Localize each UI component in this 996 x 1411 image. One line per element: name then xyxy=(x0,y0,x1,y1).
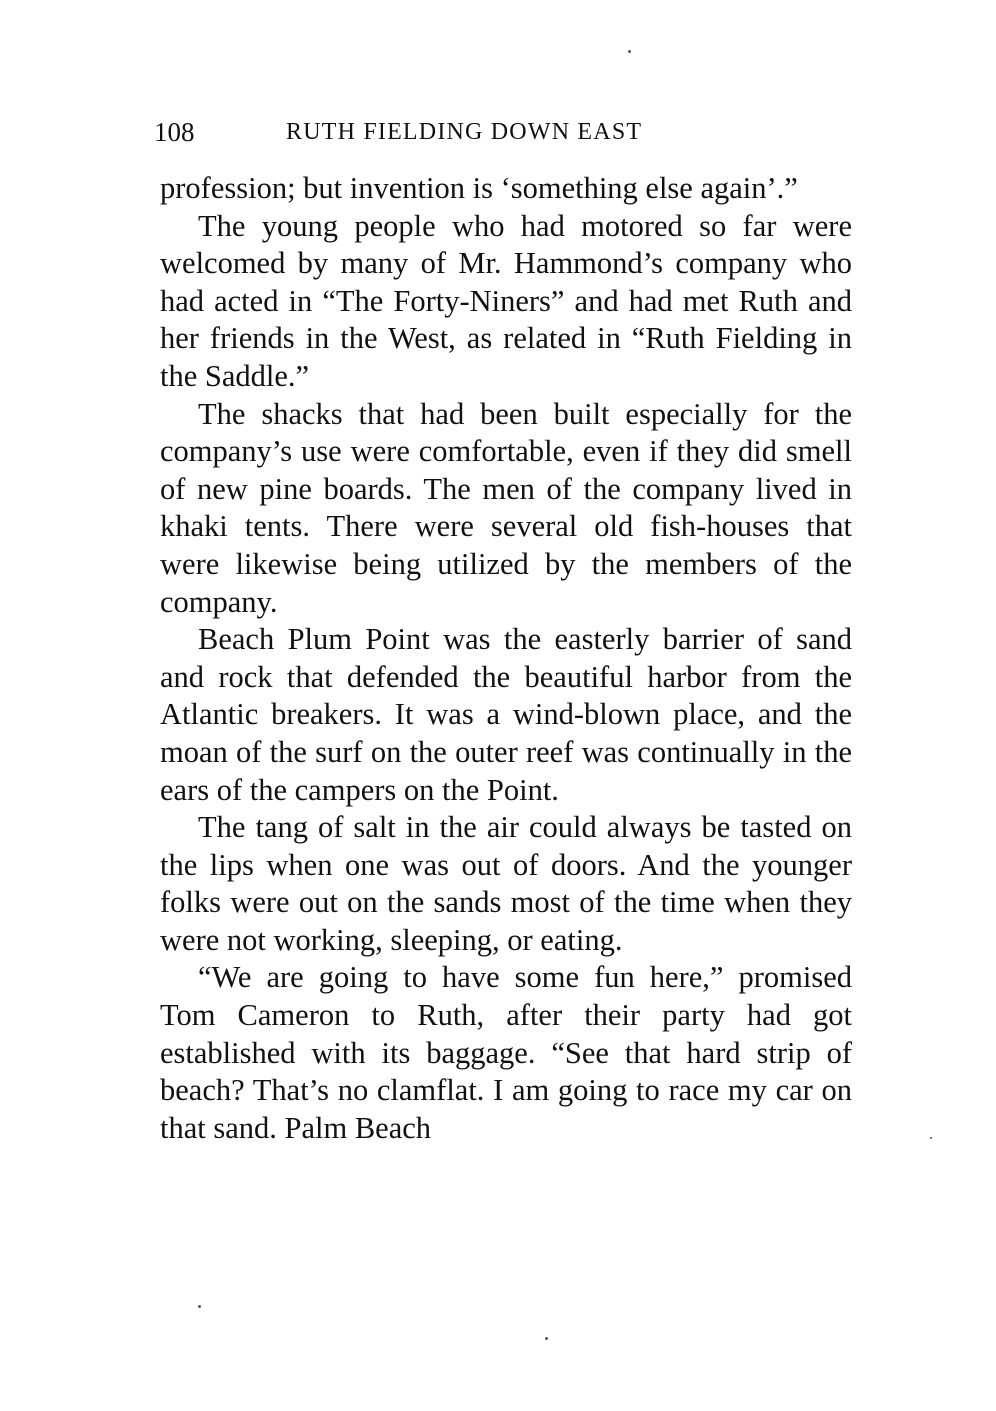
paragraph: The young people who had motored so far were welcomed by many of Mr. Hammond’s company who had acted in “The Forty-Niners” and had met Ruth and her friends in the West, as related in “Ruth Fielding in the Saddle.” xyxy=(160,208,852,393)
paragraph: The tang of salt in the air could always be tasted on the lips when one was out of doors. And the younger folks were out on the sands most of the time when they were not working, sleeping, or eating. xyxy=(160,810,852,957)
paragraph-continuation: profession; but invention is ‘something else again’.” xyxy=(160,171,798,205)
scan-speck xyxy=(628,50,631,53)
scan-speck xyxy=(930,1137,932,1139)
paragraph: Beach Plum Point was the easterly barrier of sand and rock that defended the beautiful harbor from the Atlantic breakers. It was a wind-blown place, and the moan of the surf on the outer reef was continually in the ears of the campers on the Point. xyxy=(160,622,852,807)
page-number: 108 xyxy=(154,117,195,147)
scan-speck xyxy=(545,1337,548,1340)
running-head xyxy=(154,116,852,148)
scan-speck xyxy=(198,1305,201,1308)
body-text xyxy=(160,170,852,1147)
paragraph: The shacks that had been built especially for the company’s use were comfortable, even if they did smell of new pine boards. The men of the company lived in khaki tents. There were several old fish-houses that were likewise being utilized by the members of the company. xyxy=(160,396,852,619)
running-title: RUTH FIELDING DOWN EAST xyxy=(286,119,643,145)
paragraph: “We are going to have some fun here,” promised Tom Cameron to Ruth, after their party had got established with its baggage. “See that hard strip of beach? That’s no clamflat. I am going to race my car on that sand. Palm Beach xyxy=(160,960,852,1145)
book-page xyxy=(154,116,852,1147)
